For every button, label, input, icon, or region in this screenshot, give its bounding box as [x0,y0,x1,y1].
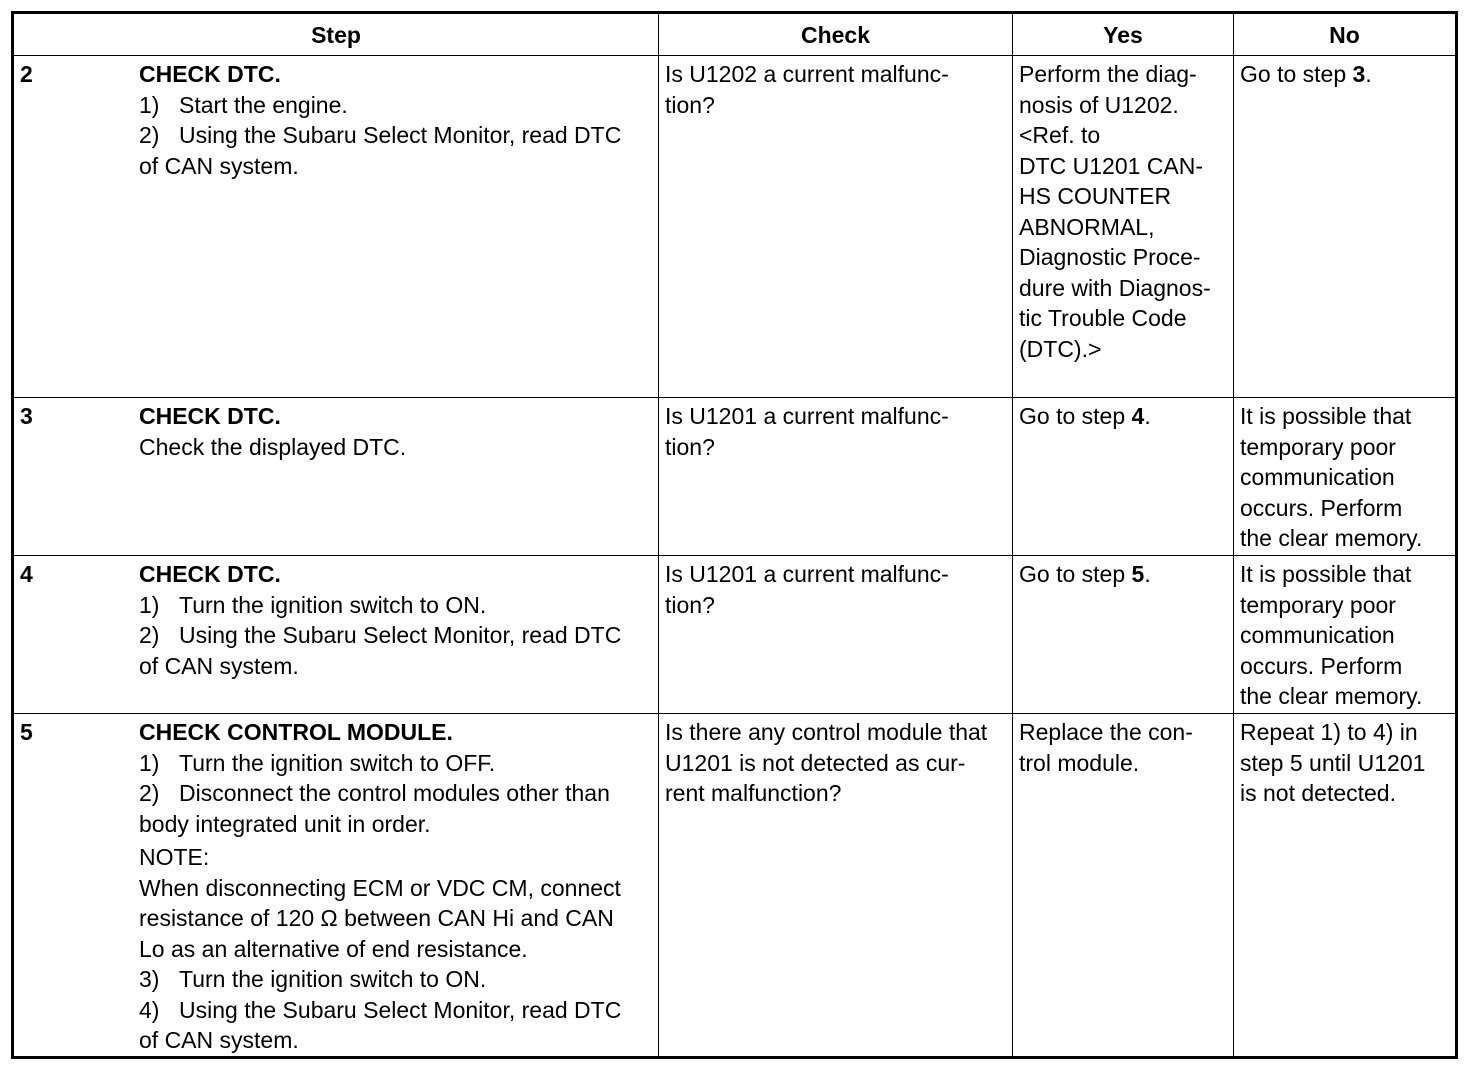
step-instruction: of CAN system. [139,1027,299,1053]
check-cell: Is U1202 a current malfunc- tion? [659,56,1013,398]
header-check: Check [659,13,1013,56]
header-step: Step [13,13,659,56]
step-number: 5 [20,719,33,745]
step-instruction: body integrated unit in order. [139,810,431,837]
check-cell: Is there any control module that U1201 is not detected as cur- rent malfunction? [659,714,1013,1058]
step-cell [13,714,659,1058]
step-instruction: of CAN system. [139,652,299,679]
check-cell: Is U1201 a current malfunc- tion? [659,398,1013,556]
note-text: Lo as an alternative of end resistance. [139,935,528,962]
table-row [13,56,1457,398]
step-cell [13,56,659,398]
step-instruction: 3) Turn the ignition switch to ON. [139,966,487,992]
diagnostic-procedure-table [11,11,1458,1059]
header-yes: Yes [1013,13,1234,56]
header-no: No [1234,13,1457,56]
step-instruction: 1) Turn the ignition switch to ON. [139,591,487,618]
goto-step-text: Go to step 4. [1019,403,1151,429]
step-instruction: 1) Start the engine. [139,91,348,118]
step-number: 3 [20,403,33,429]
table-row [13,398,1457,556]
step-title: CHECK DTC. [139,403,281,429]
yes-cell [1013,398,1234,556]
no-cell: Repeat 1) to 4) in step 5 until U1201 is not detected. [1234,714,1457,1058]
no-cell: It is possible that temporary poor communication occurs. Perform the clear memory. [1234,556,1457,714]
step-instruction: of CAN system. [139,152,299,179]
table-header-row [13,13,1457,56]
goto-step-text: Go to step 5. [1019,561,1151,587]
step-instruction: 4) Using the Subaru Select Monitor, read DTC [139,996,622,1023]
note-text: resistance of 120 Ω between CAN Hi and CAN [139,905,614,931]
step-number: 2 [20,61,33,87]
step-number: 4 [20,561,33,587]
note-text: When disconnecting ECM or VDC CM, connect [139,874,621,901]
yes-cell: Replace the con- trol module. [1013,714,1234,1058]
step-title: CHECK DTC. [139,561,281,587]
step-instruction: 1) Turn the ignition switch to OFF. [139,749,496,776]
yes-cell: Perform the diag- nosis of U1202. <Ref. to DTC U1201 CAN- HS COUNTER ABNORMAL, Diagnostic Proce- dure with Diagnos- tic Trouble Code (DTC).> [1013,56,1234,398]
table-row [13,714,1457,1058]
step-instruction: 2) Disconnect the control modules other than [139,780,610,806]
note-block [139,842,654,964]
table-row [13,556,1457,714]
check-cell: Is U1201 a current malfunc- tion? [659,556,1013,714]
no-cell [1234,56,1457,398]
step-cell [13,398,659,556]
goto-step-text: Go to step 3. [1240,61,1372,87]
yes-cell [1013,556,1234,714]
step-title: CHECK DTC. [139,61,281,87]
step-instruction: 2) Using the Subaru Select Monitor, read DTC [139,622,622,648]
step-instruction: Check the displayed DTC. [139,433,407,460]
no-cell: It is possible that temporary poor communication occurs. Perform the clear memory. [1234,398,1457,556]
step-instruction: 2) Using the Subaru Select Monitor, read DTC [139,122,622,148]
step-cell [13,556,659,714]
note-label: NOTE: [139,844,210,870]
step-title: CHECK CONTROL MODULE. [139,719,453,745]
